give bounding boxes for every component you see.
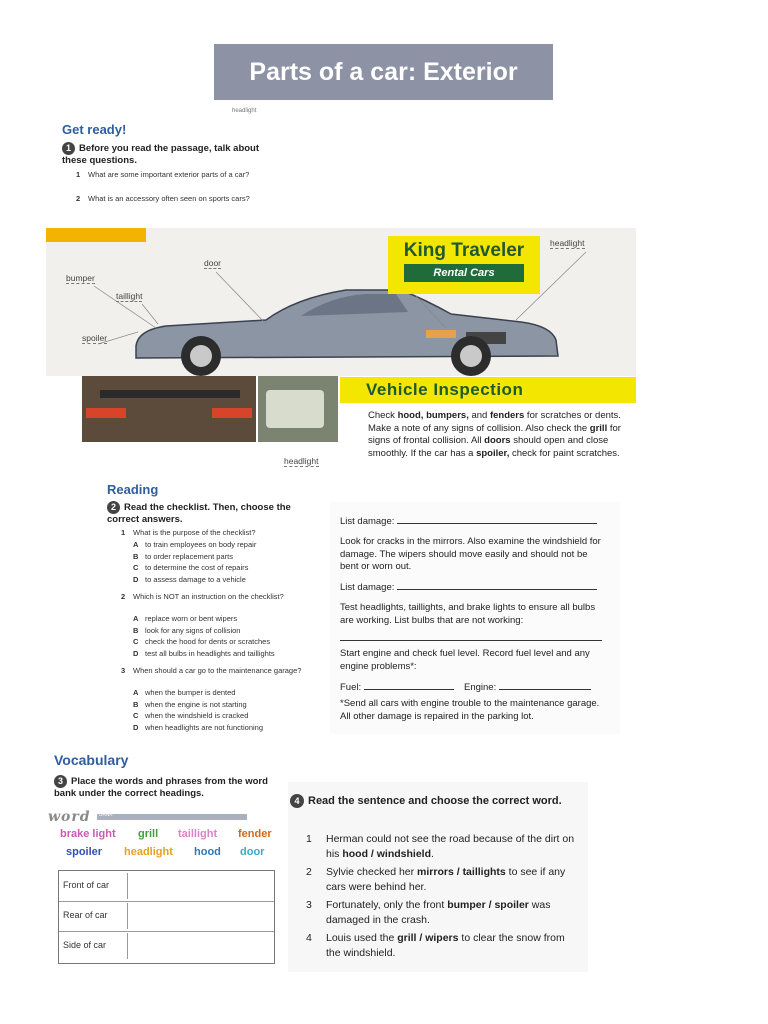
vocabulary-heading: Vocabulary <box>54 752 129 768</box>
answer-option[interactable]: A to train employees on body repair <box>133 540 257 549</box>
word-bank-item[interactable]: spoiler <box>66 846 103 858</box>
checklist-mirrors-text: Look for cracks in the mirrors. Also examine the windshield for damage. The wipers should move easily and should not be bent or worn out. <box>340 536 601 572</box>
choice-pair[interactable]: hood / windshield <box>342 848 432 860</box>
text-run: check for paint scratches. <box>509 447 620 459</box>
table-row: Side of car <box>59 931 274 961</box>
inspection-banner: Vehicle Inspection <box>340 377 636 403</box>
spoiler-label: spoiler <box>82 333 108 343</box>
part-keyword: doors <box>484 435 511 446</box>
spoiler-photo <box>82 376 256 442</box>
car-illustration-panel <box>46 228 636 376</box>
word-bank-logo: word BANK <box>48 808 278 822</box>
cut-off-label: headlight <box>232 108 257 114</box>
bulbs-blank-line <box>340 640 602 641</box>
choice-pair[interactable]: mirrors / taillights <box>417 866 506 878</box>
text-run: Check <box>368 410 398 421</box>
part-keyword: hood, bumpers, <box>397 410 469 421</box>
get-ready-instruction: 1 Before you read the passage, talk about these questions. <box>62 143 260 166</box>
answer-option[interactable]: D test all bulbs in headlights and taillights <box>133 648 275 658</box>
engine-field: Engine: <box>464 682 591 695</box>
answer-cell[interactable] <box>127 903 273 929</box>
word-bank-item[interactable]: grill <box>138 828 159 840</box>
choice-pair[interactable]: bumper / spoiler <box>447 899 529 911</box>
step-1-badge: 1 <box>62 142 75 155</box>
choice-pair[interactable]: grill / wipers <box>397 932 459 944</box>
vocabulary-instruction: 3 Place the words and phrases from the word bank under the correct headings. <box>54 776 268 799</box>
table-row: Rear of car <box>59 901 274 932</box>
headlight-photo <box>258 376 338 442</box>
answer-option[interactable]: B when the engine is not starting <box>133 699 247 709</box>
checklist-footnote: *Send all cars with engine trouble to the maintenance garage. All other damage is repaired in the parking lot. <box>340 698 600 722</box>
get-ready-heading: Get ready! <box>62 122 127 137</box>
label-leader-lines <box>46 228 636 376</box>
reading-instruction: 2 Read the checklist. Then, choose the correct answers. <box>107 502 291 525</box>
checklist-engine-text: Start engine and check fuel level. Record fuel level and any engine problems*: <box>340 648 590 672</box>
word-bank-item[interactable]: taillight <box>178 828 218 840</box>
exercise-4-item: 3 Fortunately, only the front bumper / spoiler was damaged in the crash. <box>306 899 551 926</box>
fuel-field: Fuel: <box>340 682 454 695</box>
exercise-4-instruction: 4 Read the sentence and choose the correct word. <box>290 794 580 808</box>
exercise-4-panel <box>288 782 588 972</box>
answer-option[interactable]: C when the windshield is cracked <box>133 711 249 720</box>
inspection-text <box>368 410 622 460</box>
headlight-label: headlight <box>550 238 585 248</box>
text-run: for signs of frontal collision. All <box>368 422 621 446</box>
reading-questions <box>121 528 321 732</box>
step-3-badge: 3 <box>54 775 67 788</box>
answer-option[interactable]: C check the hood for dents or scratches <box>133 637 271 646</box>
step-2-badge: 2 <box>107 501 120 514</box>
exercise-4-items <box>306 832 581 964</box>
exercise-4-item: 4 Louis used the grill / wipers to clear the snow from the windshield. <box>306 932 565 959</box>
page-title: Parts of a car: Exterior <box>214 44 553 100</box>
part-keyword: spoiler, <box>476 447 510 459</box>
list-damage-2: List damage: <box>340 582 597 595</box>
checklist-panel <box>330 502 620 734</box>
answer-option[interactable]: B to order replacement parts <box>133 551 233 561</box>
answer-cell[interactable] <box>127 933 273 959</box>
reading-question: 3 When should a car go to the maintenance garage? <box>121 666 302 675</box>
exercise-4-item: 2 Sylvie checked her mirrors / taillights to see if any cars were behind her. <box>306 866 566 893</box>
door-label: door <box>204 258 222 268</box>
reading-heading: Reading <box>107 482 159 497</box>
step-4-badge: 4 <box>290 794 304 808</box>
answer-option[interactable]: A when the bumper is dented <box>133 688 236 697</box>
list-damage-1: List damage: <box>340 516 597 529</box>
headlight-photo-label: headlight <box>284 456 319 466</box>
word-bank-item[interactable]: hood <box>194 846 221 858</box>
get-ready-question: 2 What is an accessory often seen on sports cars? <box>76 194 250 203</box>
checklist-bulbs-text: Test headlights, taillights, and brake lights to ensure all bulbs are working. List bulbs that are not working: <box>340 602 596 626</box>
answer-cell[interactable] <box>127 873 273 899</box>
word-bank <box>58 828 278 864</box>
text-run: and <box>468 410 490 421</box>
answer-option[interactable]: A replace worn or bent wipers <box>133 614 238 623</box>
word-bank-item[interactable]: headlight <box>124 846 173 858</box>
answer-option[interactable]: C to determine the cost of repairs <box>133 563 249 572</box>
answer-option[interactable]: D when headlights are not functioning <box>133 722 264 732</box>
part-keyword: fenders <box>489 410 525 421</box>
word-bank-item[interactable]: brake light <box>60 828 116 840</box>
bumper-label: bumper <box>66 273 95 283</box>
text-run: for scratches or dents. Make a note of any signs of collision. Also check the <box>368 410 621 434</box>
exercise-4-item: 1 Herman could not see the road because of the dirt on his hood / windshield. <box>306 833 575 860</box>
reading-question: 1 What is the purpose of the checklist? <box>121 528 256 537</box>
word-bank-item[interactable]: fender <box>238 828 272 840</box>
word-bank-item[interactable]: door <box>240 846 265 858</box>
answer-option[interactable]: B look for any signs of collision <box>133 625 241 635</box>
reading-question: 2 Which is NOT an instruction on the checklist? <box>121 592 284 601</box>
vocabulary-table <box>58 870 275 964</box>
part-keyword: grill <box>589 422 608 434</box>
answer-option[interactable]: D to assess damage to a vehicle <box>133 574 246 584</box>
brand-logo: King Traveler Rental Cars <box>388 236 540 294</box>
table-row: Front of car <box>59 871 274 902</box>
text-run: should open and close smoothly. If the car has a <box>368 435 609 459</box>
get-ready-question: 1 What are some important exterior parts of a car? <box>76 170 250 179</box>
taillight-label: taillight <box>116 291 143 301</box>
